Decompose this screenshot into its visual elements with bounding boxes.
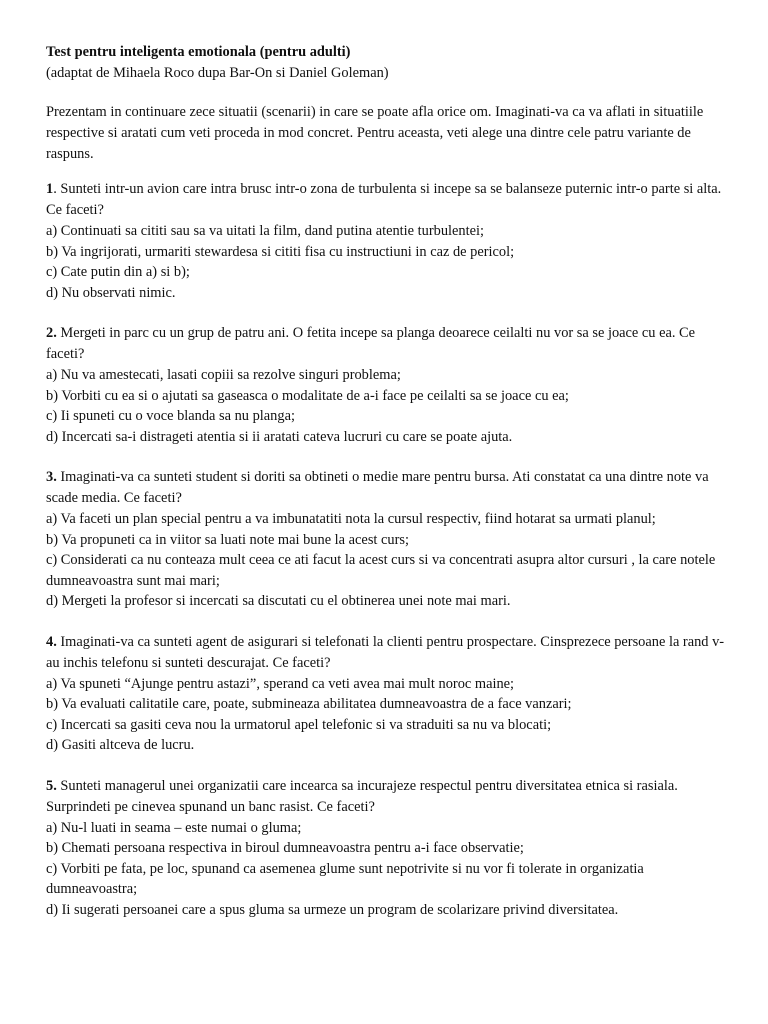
answer-option-d: d) Mergeti la profesor si incercati sa discutati cu el obtinerea unei note mai mari.: [46, 593, 511, 609]
answer-option-d: d) Nu observati nimic.: [46, 284, 176, 301]
answer-option-a: a) Va faceti un plan special pentru a va imbunatatiti nota la cursul respectiv, fiind hotarat sa urmati planul;: [46, 511, 656, 527]
question-2: [46, 323, 726, 447]
question-text: [46, 179, 726, 221]
question-text: [46, 776, 726, 818]
answer-option-c: c) Cate putin din a) si b);: [46, 264, 190, 280]
answer-option-d: d) Incercati sa-i distrageti atentia si ii aratati cateva lucruri cu care se poate ajuta.: [46, 428, 513, 445]
question-body: Sunteti managerul unei organizatii care incearca sa incurajeze respectul pentru diversitatea etnica si rasiala. Surprindeti pe cinevea spunand un banc rasist. Ce faceti?: [46, 777, 678, 815]
answer-option-b: b) Va ingrijorati, urmariti stewardesa si cititi fisa cu instructiuni in caz de pericol;: [46, 243, 515, 260]
document-subtitle: (adaptat de Mihaela Roco dupa Bar-On si Daniel Goleman): [46, 65, 389, 81]
question-1: [46, 179, 726, 303]
question-number: 4.: [46, 633, 57, 650]
answer-option-b: b) Va propuneti ca in viitor sa luati note mai bune la acest curs;: [46, 531, 409, 548]
answer-options: [46, 365, 726, 447]
answer-option-a: a) Continuati sa cititi sau sa va uitati la film, dand putina atentie turbulentei;: [46, 223, 485, 239]
answer-option-b: b) Vorbiti cu ea si o ajutati sa gaseasca o modalitate de a-i face pe ceilalti sa se joace cu ea;: [46, 387, 569, 404]
question-4: [46, 632, 726, 756]
question-3: [46, 467, 726, 612]
answer-option-c: c) Ii spuneti cu o voce blanda sa nu planga;: [46, 408, 295, 424]
answer-option-c: c) Considerati ca nu conteaza mult ceea ce ati facut la acest curs si va concentrati asupra altor cursuri , la care notele dumneavoastra sunt mai mari;: [46, 552, 716, 589]
answer-option-a: a) Nu va amestecati, lasati copiii sa rezolve singuri problema;: [46, 367, 401, 383]
answer-option-a: a) Va spuneti “Ajunge pentru astazi”, sperand ca veti avea mai mult noroc maine;: [46, 675, 515, 692]
document-page: [46, 42, 726, 940]
question-text: [46, 632, 726, 674]
answer-option-b: b) Chemati persoana respectiva in biroul dumneavoastra pentru a-i face observatie;: [46, 840, 524, 856]
answer-option-c: c) Vorbiti pe fata, pe loc, spunand ca asemenea glume sunt nepotrivite si nu vor fi tolerate in organizatia dumneavoastra;: [46, 860, 644, 897]
question-number: 3.: [46, 469, 57, 485]
answer-options: [46, 221, 726, 303]
question-number: 2.: [46, 325, 57, 341]
answer-option-d: d) Ii sugerati persoanei care a spus gluma sa urmeze un program de scolarizare privind diversitatea.: [46, 901, 619, 918]
intro-paragraph: Prezentam in continuare zece situatii (scenarii) in care se poate afla orice om. Imaginati-va ca va aflati in situatiile respective si aratati cum veti proceda in mod concret. Pentru aceasta, veti alege una dintre cele patru variante de raspuns.: [46, 104, 704, 162]
answer-options: [46, 674, 726, 756]
answer-option-d: d) Gasiti altceva de lucru.: [46, 737, 195, 753]
question-body: Imaginati-va ca sunteti student si doriti sa obtineti o medie mare pentru bursa. Ati constatat ca una dintre note va scade media. Ce faceti?: [46, 469, 709, 506]
document-title: Test pentru inteligenta emotionala (pentru adulti): [46, 44, 351, 60]
answer-option-b: b) Va evaluati calitatile care, poate, submineaza abilitatea dumneavoastra de a face vanzari;: [46, 696, 572, 712]
question-body: Imaginati-va ca sunteti agent de asigurari si telefonati la clienti pentru prospectare. Cinsprezece persoane la rand v-au inchis telefonu si sunteti descurajat. Ce faceti?: [46, 633, 725, 671]
answer-option-a: a) Nu-l luati in seama – este numai o gluma;: [46, 819, 302, 836]
question-number: 5.: [46, 777, 57, 794]
answer-options: [46, 818, 726, 921]
answer-options: [46, 509, 726, 612]
question-text: [46, 467, 726, 509]
question-number: 1: [46, 181, 54, 197]
question-5: [46, 776, 726, 921]
question-body: . Sunteti intr-un avion care intra brusc intr-o zona de turbulenta si incepe sa se balanseze puternic intr-o parte si alta. Ce faceti?: [46, 181, 722, 218]
question-body: Mergeti in parc cu un grup de patru ani. O fetita incepe sa planga deoarece ceilalti nu vor sa se joace cu ea. Ce faceti?: [46, 325, 696, 362]
answer-option-c: c) Incercati sa gasiti ceva nou la urmatorul apel telefonic si va straduiti sa nu va blocati;: [46, 716, 552, 733]
question-text: [46, 323, 726, 365]
